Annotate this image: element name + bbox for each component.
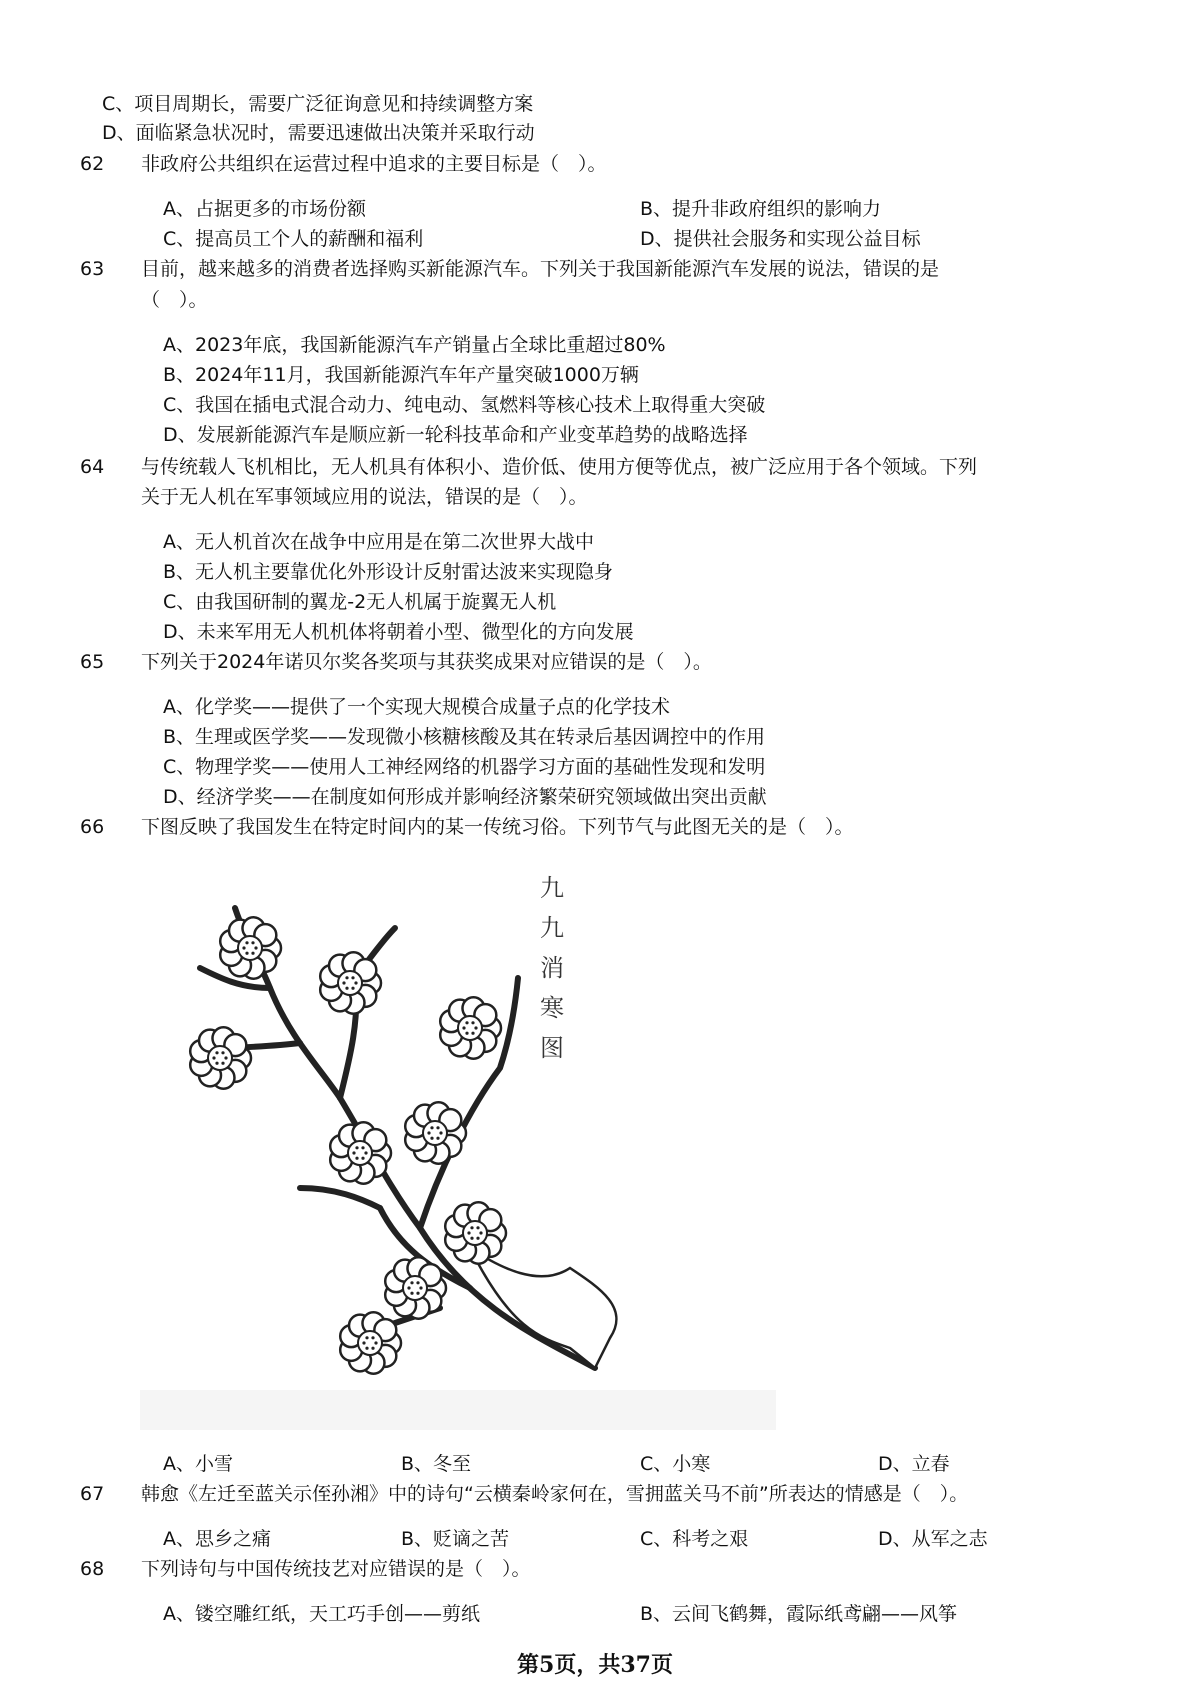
option-b: B、无人机主要靠优化外形设计反射雷达波来实现隐身 xyxy=(163,561,614,583)
question-number: 67 xyxy=(80,1483,105,1505)
blossom-flower xyxy=(330,1122,391,1183)
blossom-flower xyxy=(440,997,501,1058)
blossom-stamen xyxy=(362,1341,365,1344)
blossom-center xyxy=(348,1141,372,1165)
blossom-stamen xyxy=(351,976,354,979)
blossom-stamen xyxy=(371,1336,374,1339)
question-number: 63 xyxy=(80,258,105,280)
option-b: B、2024年11月，我国新能源汽车年产量突破1000万辆 xyxy=(163,364,639,386)
option-b: B、云间飞鹤舞，霞际纸鸢翩——风筝 xyxy=(640,1603,958,1625)
question-text: 韩愈《左迁至蓝关示侄孙湘》中的诗句“云横秦岭家何在，雪拥蓝关马不前”所表达的情感是（ ）。 xyxy=(141,1483,969,1505)
blossom-stamen xyxy=(342,981,345,984)
blossom-stamen xyxy=(245,941,248,944)
blossom-stamen xyxy=(430,1126,433,1129)
blossom-stamen xyxy=(436,1137,439,1140)
option-a: A、镂空雕红纸，天工巧手创——剪纸 xyxy=(163,1603,480,1625)
blossom-stamen xyxy=(371,1347,374,1350)
question-number: 62 xyxy=(80,153,105,175)
option-a: A、小雪 xyxy=(163,1453,233,1475)
question-text: 与传统载人飞机相比，无人机具有体积小、造价低、使用方便等优点，被广泛应用于各个领域。下列 xyxy=(141,456,978,478)
blossom-stamen xyxy=(419,1286,422,1289)
blossom-stamen xyxy=(251,952,254,955)
option-a: A、思乡之痛 xyxy=(163,1528,271,1550)
blossom-stamen xyxy=(245,952,248,955)
option-a: A、无人机首次在战争中应用是在第二次世界大战中 xyxy=(163,531,594,553)
question-number: 65 xyxy=(80,651,105,673)
blossom-stamen xyxy=(427,1131,430,1134)
blossom-center xyxy=(463,1221,487,1245)
blossom-stamen xyxy=(430,1137,433,1140)
figure-title-char: 消 xyxy=(540,954,564,982)
blossom-stamen xyxy=(221,1062,224,1065)
option-c: C、小寒 xyxy=(640,1453,711,1475)
option-d: D、发展新能源汽车是顺应新一轮科技革命和产业变革趋势的战略选择 xyxy=(163,424,748,446)
blossom-stamen xyxy=(365,1336,368,1339)
option-d: D、提供社会服务和实现公益目标 xyxy=(640,228,921,250)
blossom-center xyxy=(208,1046,232,1070)
option-d: D、未来军用无人机机体将朝着小型、微型化的方向发展 xyxy=(163,621,634,643)
option-a: A、2023年底，我国新能源汽车产销量占全球比重超过80% xyxy=(163,334,666,356)
question-number: 66 xyxy=(80,816,105,838)
blossom-stamen xyxy=(251,941,254,944)
blossom-stamen xyxy=(410,1281,413,1284)
blossom-stamen xyxy=(465,1032,468,1035)
blossom-stamen xyxy=(355,1146,358,1149)
blossom-stamen xyxy=(479,1231,482,1234)
blossom-stamen xyxy=(361,1157,364,1160)
question-text: 下列关于2024年诺贝尔奖各奖项与其获奖成果对应错误的是（ ）。 xyxy=(141,651,712,673)
blossom-stamen xyxy=(352,1151,355,1154)
question-text: 下列诗句与中国传统技艺对应错误的是（ ）。 xyxy=(141,1558,531,1580)
blossom-stamen xyxy=(242,946,245,949)
blossom-stamen xyxy=(361,1146,364,1149)
blossom-center xyxy=(423,1121,447,1145)
blossom-stamen xyxy=(354,981,357,984)
blossom-stamen xyxy=(476,1226,479,1229)
blossom-stamen xyxy=(345,976,348,979)
blossom-flower xyxy=(445,1202,506,1263)
blossom-stamen xyxy=(221,1051,224,1054)
option-d: D、经济学奖——在制度如何形成并影响经济繁荣研究领域做出突出贡献 xyxy=(163,786,767,808)
blossom-stamen xyxy=(439,1131,442,1134)
figure-title-char: 九 xyxy=(540,874,564,902)
question-text: 下图反映了我国发生在特定时间内的某一传统习俗。下列节气与此图无关的是（ ）。 xyxy=(141,816,854,838)
blossom-stamen xyxy=(416,1292,419,1295)
blossom-stamen xyxy=(410,1292,413,1295)
blossom-stamen xyxy=(355,1157,358,1160)
plum-blossom-illustration xyxy=(140,868,776,1430)
option-d: D、立春 xyxy=(878,1453,950,1475)
question-number: 64 xyxy=(80,456,105,478)
blossom-flower xyxy=(190,1027,251,1088)
figure-title-char: 图 xyxy=(540,1034,564,1062)
blossom-stamen xyxy=(465,1021,468,1024)
blossom-stamen xyxy=(476,1237,479,1240)
option-b: B、生理或医学奖——发现微小核糖核酸及其在转录后基因调控中的作用 xyxy=(163,726,766,748)
question-text: 非政府公共组织在运营过程中追求的主要目标是（ ）。 xyxy=(141,153,607,175)
option-d-prev: D、面临紧急状况时，需要迅速做出决策并采取行动 xyxy=(102,122,535,144)
blossom-flower xyxy=(405,1102,466,1163)
blossom-stamen xyxy=(215,1062,218,1065)
blossom-stamen xyxy=(471,1021,474,1024)
option-c: C、我国在插电式混合动力、纯电动、氢燃料等核心技术上取得重大突破 xyxy=(163,394,766,416)
blossom-stamen xyxy=(374,1341,377,1344)
blossom-center xyxy=(358,1331,382,1355)
option-b: B、贬谪之苦 xyxy=(401,1528,510,1550)
blossom-center xyxy=(238,936,262,960)
question-text-cont: 关于无人机在军事领域应用的说法，错误的是（ ）。 xyxy=(141,486,588,508)
blossom-stamen xyxy=(254,946,257,949)
blossom-center xyxy=(403,1276,427,1300)
blossom-stamen xyxy=(224,1056,227,1059)
blossom-stamen xyxy=(212,1056,215,1059)
blossom-center xyxy=(338,971,362,995)
blossom-stamen xyxy=(470,1226,473,1229)
blossom-stamen xyxy=(436,1126,439,1129)
option-d: D、从军之志 xyxy=(878,1528,988,1550)
option-a: A、占据更多的市场份额 xyxy=(163,198,366,220)
blossom-stamen xyxy=(351,987,354,990)
option-c-prev: C、项目周期长，需要广泛征询意见和持续调整方案 xyxy=(102,93,534,115)
question-text: 目前，越来越多的消费者选择购买新能源汽车。下列关于我国新能源汽车发展的说法，错误的是 xyxy=(141,258,940,280)
question-text-cont: （ ）。 xyxy=(141,289,208,311)
figure-title-char: 九 xyxy=(540,914,564,942)
blossom-stamen xyxy=(471,1032,474,1035)
blossom-stamen xyxy=(407,1286,410,1289)
blossom-stamen xyxy=(467,1231,470,1234)
blossom-flower xyxy=(320,952,381,1013)
blossom-stamen xyxy=(345,987,348,990)
option-c: C、由我国研制的翼龙-2无人机属于旋翼无人机 xyxy=(163,591,557,613)
option-a: A、化学奖——提供了一个实现大规模合成量子点的化学技术 xyxy=(163,696,670,718)
blossom-stamen xyxy=(462,1026,465,1029)
blossom-stamen xyxy=(364,1151,367,1154)
blossom-stamen xyxy=(470,1237,473,1240)
option-b: B、提升非政府组织的影响力 xyxy=(640,198,882,220)
blossom-stamen xyxy=(365,1347,368,1350)
blossom-stamen xyxy=(215,1051,218,1054)
option-b: B、冬至 xyxy=(401,1453,472,1475)
blossom-stamen xyxy=(416,1281,419,1284)
figure-title-char: 寒 xyxy=(540,994,564,1022)
blossom-stamen xyxy=(474,1026,477,1029)
blossom-flower xyxy=(220,917,281,978)
blossom-center xyxy=(458,1016,482,1040)
option-c: C、物理学奖——使用人工神经网络的机器学习方面的基础性发现和发明 xyxy=(163,756,766,778)
option-c: C、科考之艰 xyxy=(640,1528,749,1550)
question-number: 68 xyxy=(80,1558,105,1580)
page-footer: 第5页，共37页 xyxy=(517,1652,673,1678)
blossom-flower xyxy=(340,1312,401,1373)
option-c: C、提高员工个人的薪酬和福利 xyxy=(163,228,424,250)
blossom-flower xyxy=(385,1257,446,1318)
